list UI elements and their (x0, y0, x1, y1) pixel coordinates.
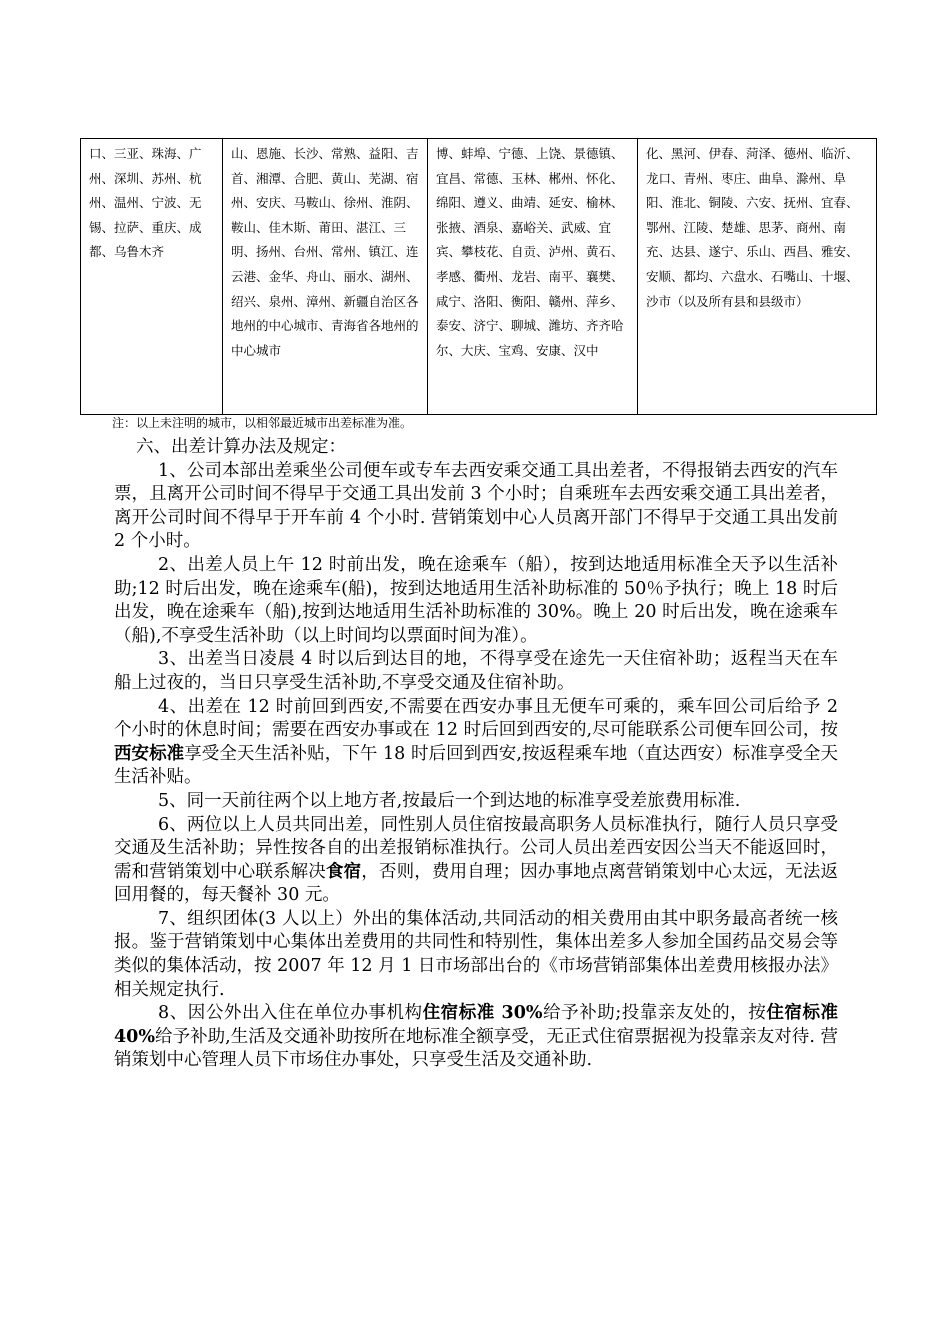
bold-term: 食宿 (325, 861, 362, 882)
table-cell: 博、蚌埠、宁德、上饶、景德镇、宜昌、常德、玉林、郴州、怀化、绵阳、遵义、曲靖、延安、榆林、张掖、酒泉、嘉峪关、武威、宜宾、攀枝花、自贡、泸州、黄石、孝感、衢州、龙岩、南平、襄樊、咸宁、洛阳、衡阳、赣州、萍乡、泰安、济宁、聊城、潍坊、齐齐哈尔、大庆、宝鸡、安康、汉中 (428, 139, 638, 415)
paragraph-3: 3、出差当日凌晨 4 时以后到达目的地，不得享受在途先一天住宿补助；返程当天在车船上过夜的，当日只享受生活补助,不享受交通及住宿补助。 (114, 649, 838, 693)
table-cell: 口、三亚、珠海、广州、深圳、苏州、杭州、温州、宁波、无锡、拉萨、重庆、成都、乌鲁木齐 (81, 139, 223, 415)
paragraph-8 (114, 1002, 838, 1073)
bold-term: 西安标准 (114, 743, 185, 764)
table-row (81, 139, 877, 415)
table-cell: 山、恩施、长沙、常熟、益阳、吉首、湘潭、合肥、黄山、芜湖、宿州、安庆、马鞍山、徐州、淮阴、鞍山、佳木斯、莆田、湛江、三明、扬州、台州、常州、镇江、连云港、金华、舟山、丽水、湖州、绍兴、泉州、漳州、新疆自治区各地州的中心城市、青海省各地州的中心城市 (223, 139, 428, 415)
table-note: 注：以上未注明的城市，以相邻最近城市出差标准为准。 (112, 416, 413, 430)
paragraph-text: 给予补助;投靠亲友处的，按 (542, 1003, 767, 1024)
paragraph-text: 给予补助,生活及交通补助按所在地标准全额享受，无正式住宿票据视为投靠亲友对待. 营销策划中心管理人员下市场住办事处，只享受生活及交通补助. (114, 1026, 838, 1071)
city-standard-table (80, 138, 877, 415)
bold-term: 住宿标准 30% (422, 1003, 543, 1024)
table-cell: 化、黑河、伊春、菏泽、德州、临沂、龙口、青州、枣庄、曲阜、滁州、阜阳、淮北、铜陵、六安、抚州、宜春、鄂州、江陵、楚雄、思茅、商州、南充、达县、遂宁、乐山、西昌、雅安、安顺、都均、六盘水、石嘴山、十堰、沙市（以及所有县和县级市） (638, 139, 877, 415)
paragraph-5: 5、同一天前往两个以上地方者,按最后一个到达地的标准享受差旅费用标准. (158, 790, 741, 811)
paragraph-1: 1、公司本部出差乘坐公司便车或专车去西安乘交通工具出差者，不得报销去西安的汽车票，且离开公司时间不得早于交通工具出发前 3 个小时；自乘班车去西安乘交通工具出差者，离开公司时间不得早于开车前 4 个小时. 营销策划中心人员离开部门不得早于交通工具出发前 2 个小时。 (114, 460, 838, 552)
paragraph-text: ，否则，费用自理；因办事地点离营销策划中心太远，无法返回用餐的，每天餐补 30 元。 (114, 861, 839, 906)
paragraph-text: 6、两位以上人员共同出差，同性别人员住宿按最高职务人员标准执行，随行人员只享受交通及生活补助；异性按各自的出差报销标准执行。公司人员出差西安因公当天不能返回时，需和营销策划中心联系解决 (114, 814, 838, 882)
paragraph-2: 2、出差人员上午 12 时前出发，晚在途乘车（船），按到达地适用标准全天予以生活补助;12 时后出发，晚在途乘车(船)，按到达地适用生活补助标准的 50％予执行；晚上 18 时后出发，晚在途乘车（船),按到达地适用生活补助标准的 30%。晚上 20 时后出发，晚在途乘车（船),不享受生活补助（以上时间均以票面时间为准）。 (114, 554, 838, 646)
bold-term: 住宿标准 40% (114, 1003, 839, 1047)
paragraph-6 (114, 814, 838, 908)
paragraph-4 (114, 696, 838, 790)
section-body (114, 436, 838, 1073)
paragraph-7: 7、组织团体(3 人以上）外出的集体活动,共同活动的相关费用由其中职务最高者统一核报。鉴于营销策划中心集体出差费用的共同性和特别性，集体出差多人参加全国药品交易会等类似的集体活动，按 2007 年 12 月 1 日市场部出台的《市场营销部集体出差费用核报办法》相关规定执行. (114, 908, 838, 1000)
paragraph-text: 8、因公外出入住在单位办事机构 (158, 1003, 423, 1024)
paragraph-text: 享受全天生活补贴，下午 18 时后回到西安,按返程乘车地（直达西安）标准享受全天生活补贴。 (114, 743, 838, 788)
paragraph-text: 4、出差在 12 时前回到西安,不需要在西安办事且无便车可乘的，乘车回公司后给予 2 个小时的休息时间；需要在西安办事或在 12 时后回到西安的,尽可能联系公司便车回公司，按 (114, 696, 838, 741)
section-heading: 六、出差计算办法及规定： (136, 437, 346, 457)
